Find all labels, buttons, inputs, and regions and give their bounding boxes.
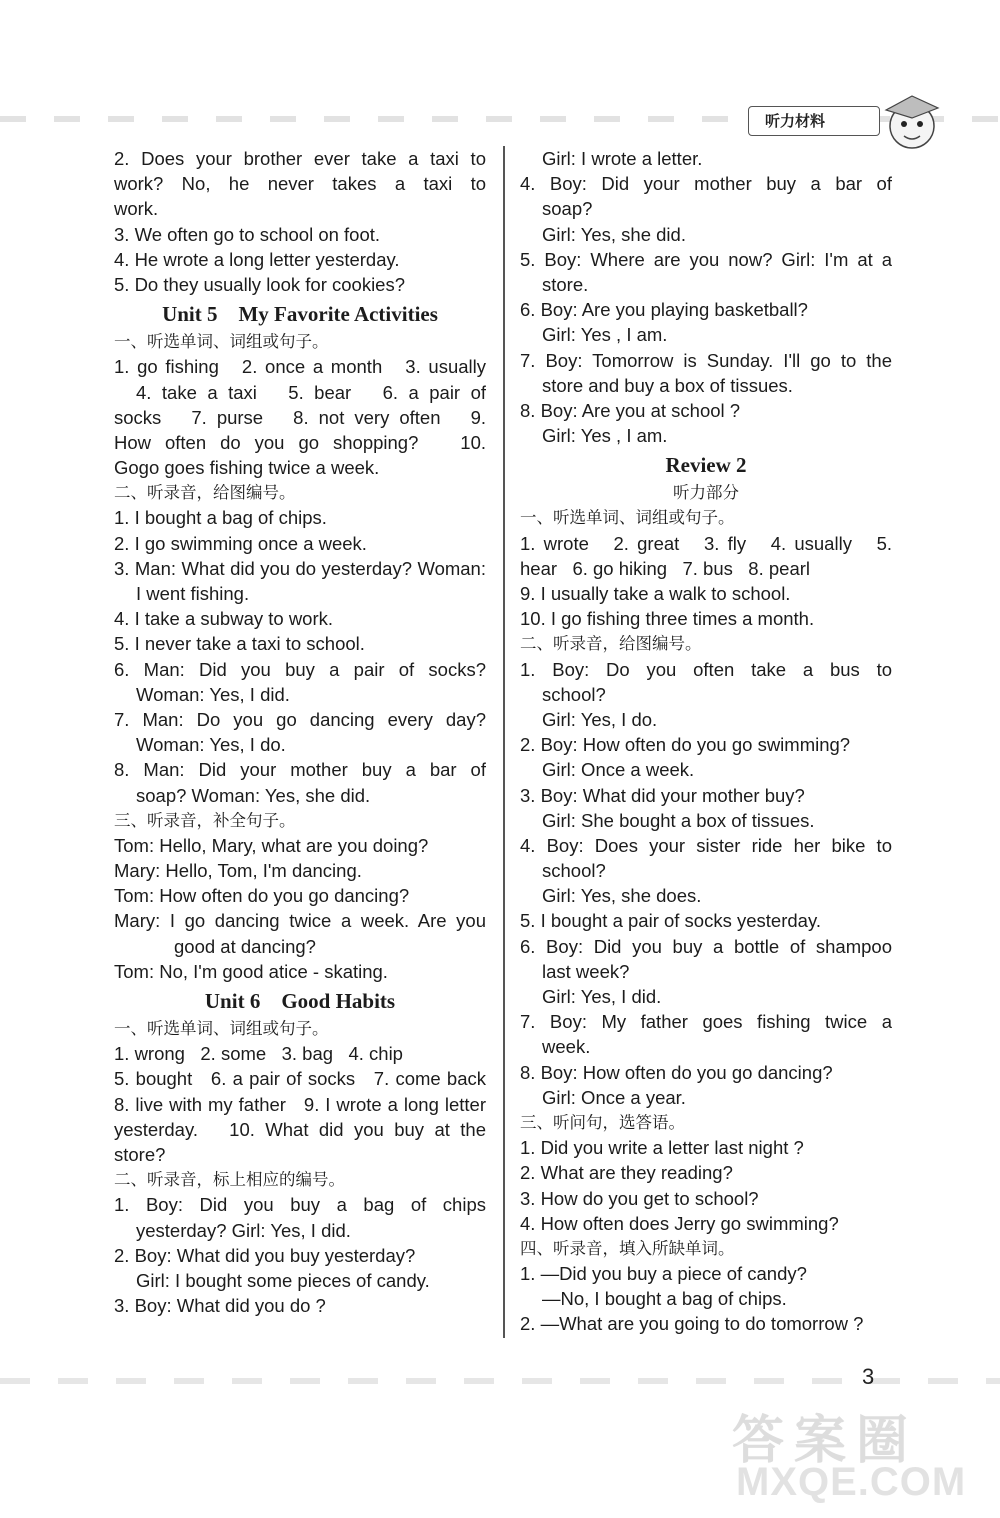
text-line: yesterday. 10. What did you buy at the	[114, 1118, 486, 1140]
right-column	[520, 146, 892, 1337]
text-line: work? No, he never takes a taxi to	[114, 173, 486, 195]
text-line: 3. Boy: What did your mother buy?	[520, 784, 805, 806]
text-line: 2. Boy: How often do you go swimming?	[520, 734, 851, 756]
text-line: 3. Boy: What did you do ?	[114, 1295, 326, 1317]
exercise-instruction: 一、听选单词、词组或句子。	[114, 332, 329, 352]
text-line: 2. —What are you going to do tomorrow ?	[520, 1313, 864, 1335]
text-line: Tom: No, I'm good atice - skating.	[114, 960, 388, 982]
text-line: Mary: I go dancing twice a week. Are you	[114, 910, 486, 932]
text-line: good at dancing?	[174, 935, 316, 957]
text-line: How often do you go shopping? 10.	[114, 431, 486, 453]
text-line: 7. Boy: Tomorrow is Sunday. I'll go to the	[520, 349, 892, 371]
text-line: 7. Man: Do you go dancing every day?	[114, 708, 486, 730]
text-line: 8. Man: Did your mother buy a bar of	[114, 759, 486, 781]
text-line: Girl: Yes, she does.	[542, 885, 702, 907]
section-tab: 听力材料	[748, 106, 880, 136]
text-line: 5. I bought a pair of socks yesterday.	[520, 910, 821, 932]
text-line: yesterday? Girl: Yes, I did.	[136, 1219, 351, 1241]
text-line: Girl: Once a week.	[542, 759, 695, 781]
exercise-instruction: 二、听录音，给图编号。	[520, 634, 702, 654]
text-line: 4. Boy: Did your mother buy a bar of	[520, 173, 892, 195]
exercise-instruction: 三、听问句，选答语。	[520, 1112, 685, 1132]
text-line: 4. He wrote a long letter yesterday.	[114, 248, 400, 270]
text-line: 4. I take a subway to work.	[114, 608, 334, 630]
text-line: 1. Did you write a letter last night ?	[520, 1137, 804, 1159]
exercise-instruction: 一、听选单词、词组或句子。	[520, 508, 735, 528]
text-line: hear 6. go hiking 7. bus 8. pearl	[520, 557, 811, 579]
text-line: 5. bought 6. a pair of socks 7. come back	[114, 1068, 486, 1090]
text-line: Girl: Yes, I did.	[542, 986, 662, 1007]
exercise-instruction: 二、听录音，给图编号。	[114, 483, 296, 503]
text-line: 9. I usually take a walk to school.	[520, 583, 791, 604]
text-line: 2. I go swimming once a week.	[114, 532, 367, 554]
text-line: Gogo goes fishing twice a week.	[114, 457, 380, 479]
unit-heading: Unit 6 Good Habits	[204, 989, 396, 1013]
text-line: 5. I never take a taxi to school.	[114, 633, 365, 655]
text-line: 6. Boy: Did you buy a bottle of shampoo	[520, 935, 892, 957]
section-subheading: 听力部分	[673, 483, 739, 503]
text-line: I went fishing.	[136, 583, 250, 604]
text-line: Mary: Hello, Tom, I'm dancing.	[114, 860, 362, 882]
exercise-instruction: 二、听录音，标上相应的编号。	[114, 1170, 345, 1190]
text-line: store.	[542, 273, 589, 295]
text-line: week.	[542, 1036, 591, 1058]
text-line: Girl: Once a year.	[542, 1086, 686, 1108]
text-line: 10. I go fishing three times a month.	[520, 608, 815, 630]
text-line: Woman: Yes, I did.	[136, 683, 290, 705]
text-line: 1. I bought a bag of chips.	[114, 507, 327, 529]
page-number: 3	[862, 1364, 875, 1389]
text-line: 8. Boy: How often do you go dancing?	[520, 1061, 833, 1083]
text-line: store?	[114, 1143, 166, 1165]
text-line: soap?	[542, 198, 593, 220]
exercise-instruction: 一、听选单词、词组或句子。	[114, 1019, 329, 1038]
mascot-icon	[876, 84, 946, 154]
text-line: 1. go fishing 2. once a month 3. usually	[114, 356, 486, 378]
text-line: 6. Boy: Are you playing basketball?	[520, 299, 808, 321]
text-line: 5. Do they usually look for cookies?	[114, 273, 406, 295]
text-line: last week?	[542, 960, 630, 982]
text-line: work.	[114, 198, 159, 220]
text-line: Girl: I bought some pieces of candy.	[136, 1269, 430, 1291]
text-line: 1. Boy: Do you often take a bus to	[520, 658, 892, 680]
unit-heading: Unit 5 My Favorite Activities	[162, 302, 438, 327]
text-line: 4. Boy: Does your sister ride her bike to	[520, 834, 892, 856]
text-line: 2. Does your brother ever take a taxi to	[114, 148, 486, 169]
text-line: 8. Boy: Are you at school ?	[520, 399, 741, 421]
text-line: socks 7. purse 8. not very often 9.	[114, 406, 486, 428]
exercise-instruction: 三、听录音，补全句子。	[114, 810, 296, 830]
text-line: 2. What are they reading?	[520, 1162, 733, 1184]
text-line: 3. Man: What did you do yesterday? Woman:	[114, 557, 486, 579]
text-line: soap? Woman: Yes, she did.	[136, 784, 371, 806]
text-line: 2. Boy: What did you buy yesterday?	[114, 1244, 416, 1266]
text-line: store and buy a box of tissues.	[542, 374, 793, 396]
text-line: Girl: I wrote a letter.	[542, 148, 703, 169]
text-line: 1. wrong 2. some 3. bag 4. chip	[114, 1043, 403, 1065]
text-line: 4. take a taxi 5. bear 6. a pair of	[136, 381, 486, 403]
text-line: school?	[542, 683, 606, 705]
text-line: 4. How often does Jerry go swimming?	[520, 1212, 839, 1234]
text-line: Woman: Yes, I do.	[136, 734, 286, 756]
text-line: 1. wrote 2. great 3. fly 4. usually 5.	[520, 532, 892, 554]
text-line: Girl: She bought a box of tissues.	[542, 809, 815, 831]
text-line: 1. Boy: Did you buy a bag of chips	[114, 1194, 486, 1216]
watermark-logo: 答 案 圈 MXQE.COM	[732, 1411, 967, 1504]
text-line: —No, I bought a bag of chips.	[542, 1288, 787, 1310]
text-line: 1. —Did you buy a piece of candy?	[520, 1263, 807, 1285]
text-line: 7. Boy: My father goes fishing twice a	[520, 1011, 892, 1033]
text-line: Girl: Yes, I do.	[542, 708, 658, 730]
text-line: 8. live with my father 9. I wrote a long letter	[114, 1093, 486, 1115]
column-divider	[503, 146, 505, 1338]
exercise-instruction: 四、听录音，填入所缺单词。	[520, 1238, 735, 1258]
text-line: school?	[542, 860, 606, 882]
text-line: 5. Boy: Where are you now? Girl: I'm at a	[520, 248, 892, 270]
unit-heading: Review 2	[665, 453, 747, 478]
text-line: 3. We often go to school on foot.	[114, 223, 381, 245]
text-line: Tom: Hello, Mary, what are you doing?	[114, 834, 429, 856]
left-column	[114, 146, 486, 1318]
text-line: Girl: Yes , I am.	[542, 324, 668, 346]
footer-decoration-band	[0, 1378, 1000, 1384]
text-line: 6. Man: Did you buy a pair of socks?	[114, 658, 486, 680]
text-line: Girl: Yes , I am.	[542, 425, 668, 447]
text-line: Girl: Yes, she did.	[542, 223, 686, 245]
text-line: 3. How do you get to school?	[520, 1187, 759, 1209]
text-line: Tom: How often do you go dancing?	[114, 885, 410, 907]
